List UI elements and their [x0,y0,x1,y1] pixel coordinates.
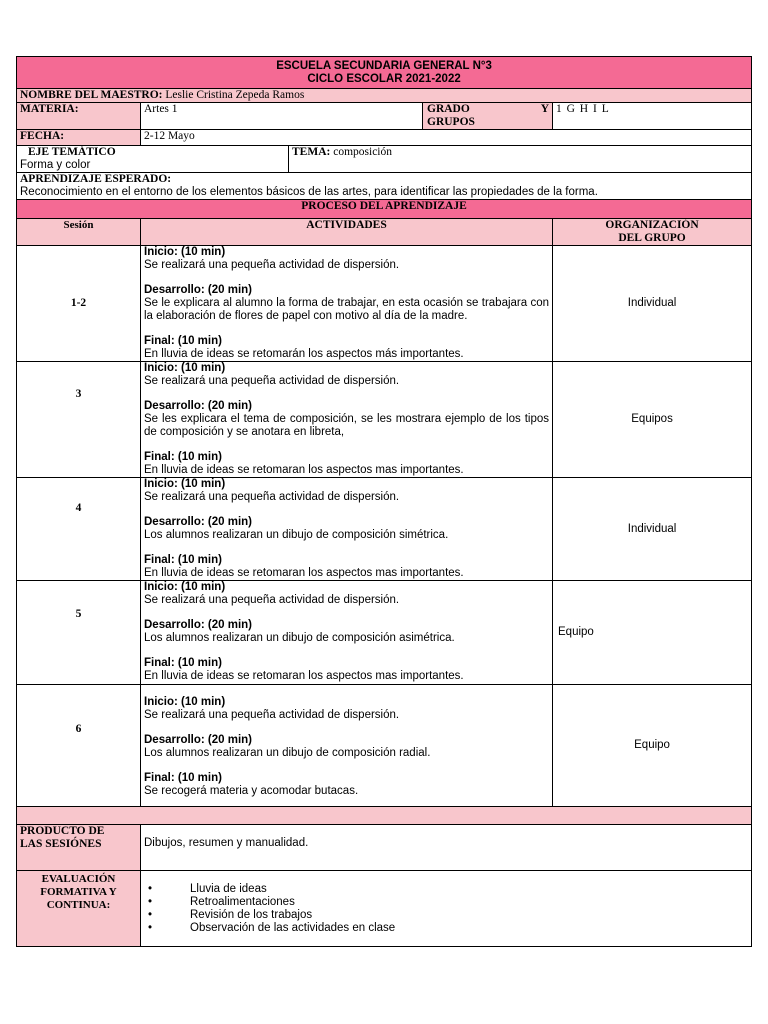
expected-label: APRENDIZAJE ESPERADO: [20,173,172,185]
product-label-line2: LAS SESIÓNES [20,838,102,850]
process-title-row [17,200,752,219]
lesson-plan-table [16,56,752,947]
school-cycle: CICLO ESCOLAR 2021-2022 [307,72,461,85]
teacher-label: NOMBRE DEL MAESTRO: [20,89,163,101]
inicio-text: Se realizará una pequeña actividad de dispersión. [144,259,400,271]
school-name: ESCUELA SECUNDARIA GENERAL N°3 [276,59,492,72]
evaluation-item: • Retroalimentaciones [148,896,748,909]
session-row [17,581,752,685]
evaluation-label-line1: EVALUACIÓN [41,873,116,885]
expected-learning-row [17,173,752,200]
inicio-label: Inicio: (10 min) [144,581,226,593]
desarrollo-text: Se le explicara al alumno la forma de trabajar, en esta ocasión se trabajara con la elaboración de flores de papel con motivo al día de la madre. [144,297,549,322]
date-label: FECHA: [17,130,141,146]
desarrollo-label: Desarrollo: (20 min) [144,734,252,746]
session-number: 6 [17,685,141,807]
group-organization: Equipos [553,362,752,478]
desarrollo-label: Desarrollo: (20 min) [144,400,252,412]
group-organization: Equipo [553,685,752,807]
col-org-line2: DEL GRUPO [618,232,686,244]
final-label: Final: (10 min) [144,657,222,669]
session-number: 4 [17,478,141,581]
axis-label: EJE TEMÁTICO [28,146,116,158]
session-row [17,246,752,362]
final-text: En lluvia de ideas se retomaran los aspectos mas importantes. [144,670,464,682]
product-row [17,825,752,871]
grade-y-label: Y [540,103,549,115]
subject-value: Artes 1 [141,103,423,130]
date-row [17,130,752,146]
lesson-plan-document [16,56,751,947]
desarrollo-text: Se les explicara el tema de composición, se les mostrara ejemplo de los tipos de composición y se anotara en libreta, [144,413,549,438]
topic-label: TEMA: [292,146,331,158]
session-row [17,478,752,581]
final-label: Final: (10 min) [144,335,222,347]
date-value: 2-12 Mayo [141,130,752,146]
inicio-label: Inicio: (10 min) [144,696,226,708]
groups-label: GRUPOS [427,116,475,128]
final-label: Final: (10 min) [144,451,222,463]
topic-value: composición [333,146,392,158]
desarrollo-text: Los alumnos realizaran un dibujo de composición asimétrica. [144,632,455,644]
final-text: Se recogerá materia y acomodar butacas. [144,785,359,797]
teacher-row [17,89,752,103]
desarrollo-label: Desarrollo: (20 min) [144,284,252,296]
session-number: 5 [17,581,141,685]
inicio-text: Se realizará una pequeña actividad de dispersión. [144,491,400,503]
evaluation-label-line2: FORMATIVA Y [40,886,117,898]
col-activities: ACTIVIDADES [141,219,553,246]
final-label: Final: (10 min) [144,554,222,566]
group-organization: Equipo [553,581,752,685]
evaluation-item: • Observación de las actividades en clase [148,922,748,935]
inicio-label: Inicio: (10 min) [144,362,226,374]
inicio-text: Se realizará una pequeña actividad de dispersión. [144,709,400,721]
evaluation-list [144,883,748,935]
process-title: PROCESO DEL APRENDIZAJE [17,200,752,219]
group-organization: Individual [553,246,752,362]
grade-label: GRADO [427,103,470,115]
product-value: Dibujos, resumen y manualidad. [141,825,752,871]
teacher-name: Leslie Cristina Zepeda Ramos [165,89,305,101]
evaluation-item: • Revisión de los trabajos [148,909,748,922]
desarrollo-text: Los alumnos realizaran un dibujo de composición radial. [144,747,431,759]
columns-header-row [17,219,752,246]
inicio-text: Se realizará una pequeña actividad de dispersión. [144,375,400,387]
desarrollo-text: Los alumnos realizaran un dibujo de composición simétrica. [144,529,449,541]
subject-label: MATERIA: [17,103,141,130]
final-text: En lluvia de ideas se retomaran los aspectos mas importantes. [144,567,464,579]
axis-row [17,146,752,173]
title-row [17,57,752,89]
evaluation-item: • Lluvia de ideas [148,883,748,896]
inicio-text: Se realizará una pequeña actividad de dispersión. [144,594,400,606]
session-row [17,685,752,807]
col-org-line1: ORGANIZACIÓN [605,219,699,231]
session-row [17,362,752,478]
grade-value: 1 G H I L [553,103,752,130]
session-number: 3 [17,362,141,478]
subject-row [17,103,752,130]
final-label: Final: (10 min) [144,772,222,784]
group-organization: Individual [553,478,752,581]
inicio-label: Inicio: (10 min) [144,478,226,490]
product-label-line1: PRODUCTO DE [20,825,105,837]
evaluation-label-line3: CONTINUA: [46,899,111,911]
final-text: En lluvia de ideas se retomarán los aspectos más importantes. [144,348,464,360]
desarrollo-label: Desarrollo: (20 min) [144,516,252,528]
axis-value: Forma y color [20,159,91,171]
spacer-row [17,807,752,825]
session-number: 1-2 [17,246,141,362]
evaluation-row [17,871,752,947]
col-session: Sesión [17,219,141,246]
expected-value: Reconocimiento en el entorno de los elementos básicos de las artes, para identificar las propiedades de la forma. [20,186,598,198]
final-text: En lluvia de ideas se retomaran los aspectos mas importantes. [144,464,464,476]
inicio-label: Inicio: (10 min) [144,246,226,258]
desarrollo-label: Desarrollo: (20 min) [144,619,252,631]
